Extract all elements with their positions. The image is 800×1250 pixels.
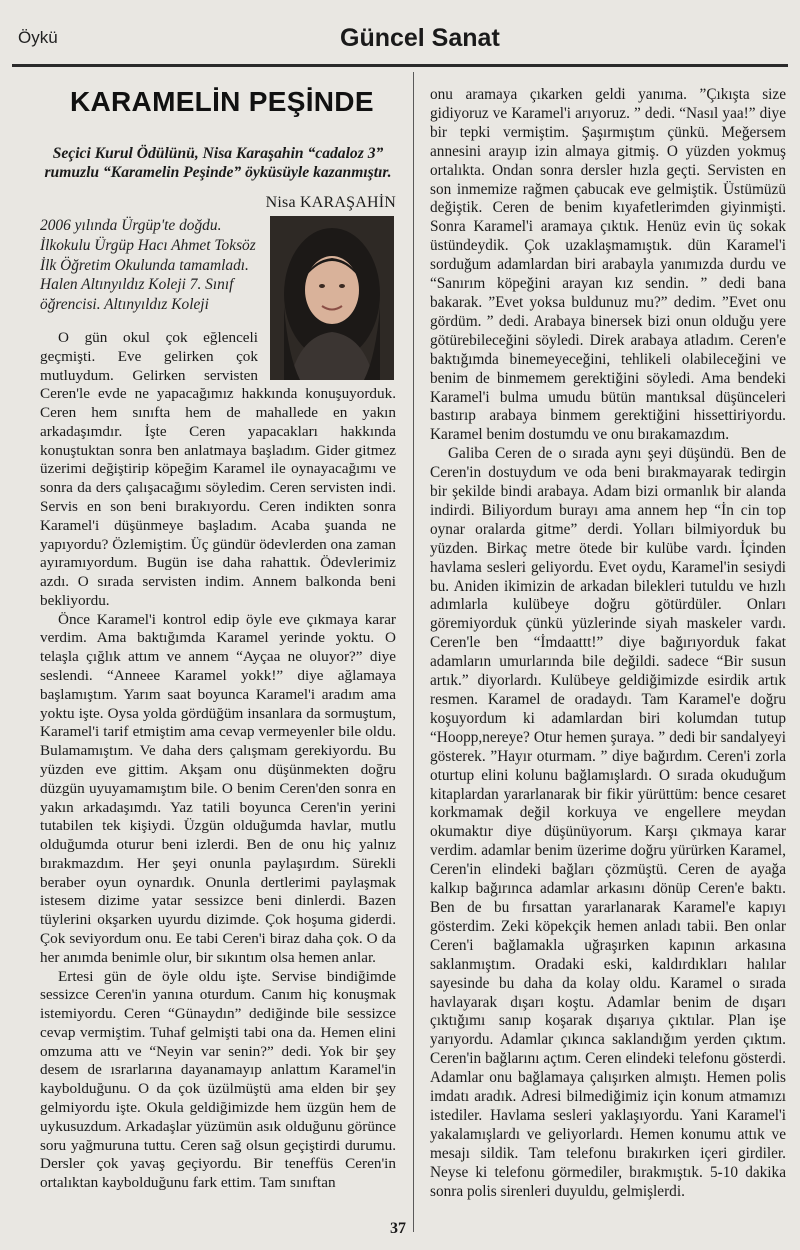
author-bio: 2006 yılında Ürgüp'te doğdu. İlkokulu Ürgüp Hacı Ahmet Toksöz İlk Öğretim Okulunda tamamladı. Halen Altınyıldız Koleji 7. Sınıf öğrencisi. Altınyıldız Koleji bbox=[40, 217, 256, 314]
body-paragraph: Galiba Ceren de o sırada aynı şeyi düşündü. Ben de Ceren'in dostuydum ve oda beni bırakmayarak tedirgin bir şekilde bindi arabaya. Adam bizi ormanlık bir alanda indirdi. Biliyordum burayı ama annem hep “İn cin top oynar oralarda gitme” derdi. Yolları bilmiyorduk bu yüzden. Birkaç metre ötede bir kulübe vardı. İçinden havlama sesleri geliyordu. Evet oydu, Karamel'in sesiydi bu. Aniden ikimizin de arkadan bilekleri tutuldu ve hızlı adımlarla kulübeye doğru götürdüler. Onları göremiyorduk çünkü yüzlerinde siyah maskeler vardı. Ceren'le ben “İmdaattt!” diye bağırıyorduk fakat adamların umurlarında bile değildi. sadece “Bir susun artık.” diyorlardı. Kulübeye geldiğimizde esirdik artık resmen. Karamel de oradaydı. Tam Karamel'e doğru koşuyordum ki adamlardan biri kolumdan tutup “Hoopp,nereye? Otur hemen şuraya. ” dedi bir sandalyeyi gösterek. ”Hayır oturmam. ” diye bağırdım. Ceren'i zorla oturtup elini kolunu bağlamışlardı. O sırada okuduğum kitaplardan yararlanarak bir fikir yürüttüm: bence cesaret korkmamak değil korkuya ve engellere meydan okumaktır diye düşünüyorum. Karşı çıkmaya karar verdim. adamlar benim üzerime doğru yürürken Karamel, Ceren'in elindeki bağları çözmüştü. Ceren de ayağa kalkıp bağırınca adamlar arkasını dönüp Ceren'e baktı. Ben de bu fırsattan yararlanarak Karamel'e kapıyı gösterdim. Zeki köpekçik hemen anladı tabii. Ben onlar Ceren'i bağlamakla uğraşırken kapının arkasına saklanmıştım. Oradaki eski, kaldırdıkları halılar sayesinde bu daha da kolay oldu. Karamel o sırada havlayarak dışarı koştu. Adamlar benim de dışarı çıktığımı sanıp koşarak dışarıya çıktılar. Plan işe yarıyordu. Adamlar çıkınca saklandığım yerden çıktım. Ceren'in bağlarını açtım. Ceren elindeki telefonu gösterdi. Adamlar onu bağlamaya çalışırken almıştı. Hemen polis imdatı aradık. Adresi bilmediğimiz için konum atmamızı istediler. Havlama sesleri yaklaşıyordu. Yani Karamel'i yakalamışlardı ve geliyorlardı. Hemen konumu attık ve mesajı sildik. Tam telefonu bırakırken içeri girdiler. Neyse ki telefonu görmediler, bırakmıştık. 5-10 dakika sonra polis sirenleri duyuldu, gelmişlerdi. bbox=[430, 445, 786, 1200]
author-name: Nisa KARAŞAHİN bbox=[265, 194, 396, 211]
body-paragraph: Ertesi gün de öyle oldu işte. Servise bindiğimde sessizce Ceren'in yanına oturdum. Canım hiç konuşmak istemiyordu. Ceren “Günaydın” dediğinde bile sessizce cevap vermiştim. Tuhaf gelmişti tabi ona da. Hemen elini omzuma attı ve “Neyin var senin?” dedi. Yok bir şey desem de ısrarlarına dayanamayıp anlattım Karamel'in kaybolduğunu. O da çok üzülmüştü ama elden bir şey gelmiyordu işte. Okula geldiğimizde hem üzgün hem de uykusuzdum. Arkadaşlar yüzümün asık olduğunu görünce soru yağmuruna tuttu. Ceren sağ olsun geçiştirdi durumu. Dersler çok yavaş geçiyordu. Bir teneffüs Ceren'in ortalıktan kaybolduğunu fark ettim. Tam sınıftan bbox=[40, 967, 396, 1192]
section-label: Öykü bbox=[18, 28, 58, 47]
portrait-image bbox=[270, 216, 394, 380]
body-paragraph: O gün okul çok eğlenceli geçmişti. Eve gelirken çok mutluydum. Gelirken servisten Ceren'le evde ne yapacağımız hakkında konuşuyorduk. Ceren hem sınıfta hem de mahallede en yakın arkadaşımdır. İşte Ceren yapacakları hakkında konuştuktan sonra ben anlatmaya başladım. Gider gitmez üzerimi değiştirip köpeğim Karamel ile oynayacağımı ve sonra da ders çalışacağımı söyledim. Ceren servisten indi. Servis en son beni bırakıyordu. Ceren indikten sonra Karamel'i düşünmeye başladım. Acaba şuanda ne yapıyordu? Özlemiştim. Üç gündür ödevlerden ona zaman ayıramıyordum. Bugün ise daha rahattık. Ödevlerimiz azdı. O sırada servisten indim. Annem balkonda beni bekliyordu. bbox=[40, 328, 396, 609]
column-divider bbox=[413, 72, 414, 1232]
magazine-title: Güncel Sanat bbox=[340, 24, 500, 52]
article-title: KARAMELİN PEŞİNDE bbox=[70, 86, 374, 117]
body-paragraph: onu aramaya çıkarken geldi yanıma. ”Çıkışta size gidiyoruz ve Karamel'i arıyoruz. ” dedi. “Nasıl yaa!” diye bir tepki vermiştim. Şaşırmıştım çünkü. Meğersem annesini arayıp izin almaya gitmiş. O yüzden yokmuş ortalıkta. Ondan sonra dersler hızla geçti. Servisten en son inmemize rağmen çabucak eve gelmiştik. Üstümüzü değiştik. Ceren de benim kıyafetlerimden giyinmişti. Sonra Karamel'i aramaya çıktık. Henüz evin üç sokak üstündeydik. Çok uzaklaşmamıştık. dün Karamel'i sorduğum adamlardan biri arabayla yanımızda durdu ve “Sanırım köpeğini arayan kız sendin. ” dedi bana bakarak. ”Evet yoksa buldunuz mu?” dedim. ”Evet onu gördüm. ” dedi. Arabaya binersek bizi onun olduğu yere götürebileceğini söyledi. Direk arabaya atladım. Ceren'e baktığımda binemeyeceğini, tehlikeli olabileceğini ve benim de binmemem gerektiğini söyledi. Ama bendeki Karamel'i bulma umudu bütün mantıksal düşünceleri bastırıp arabaya binmem gerektiğini hissettiriyordu. Karamel benim dostumdu ve onu bırakamazdım. bbox=[430, 86, 786, 444]
author-photo bbox=[270, 216, 394, 380]
page-number: 37 bbox=[390, 1220, 406, 1237]
header-rule bbox=[12, 64, 788, 67]
author-bio-block bbox=[40, 216, 396, 611]
left-column bbox=[40, 86, 396, 1193]
right-column bbox=[430, 86, 786, 1201]
page-header bbox=[18, 22, 782, 66]
article-subtitle: Seçici Kurul Ödülünü, Nisa Karaşahin “cadaloz 3” rumuzlu “Karamelin Peşinde” öyküsüyle kazanmıştır. bbox=[44, 145, 392, 181]
body-paragraph: Önce Karamel'i kontrol edip öyle eve çıkmaya karar verdim. Ama baktığımda Karamel yerinde yoktu. O telaşla çığlık attım ve annem “Ayçaa ne oluyor?” diye seslendi. “Anneee Karamel yokk!” diye ağlamaya başlamıştım. Yarım saat boyunca Karamel'i aradım ama yoktu işte. Oysa yolda gördüğüm insanlara da sormuştum, Karamel'i tarif etmiştim ama cevap vermeyenler bile oldu. Bulamamıştım. Ve daha ders çalışmam gerekiyordu. Bu yüzden eve gittim. Akşam onu düşünmekten doğru düzgün uyuyamamıştım bile. O benim Ceren'den sonra en yakın arkadaşımdı. Yaz tatili boyunca Ceren'in yerini tutabilen tek kişiydi. Üzgün olduğumda havlar, mutlu olduğumda oturur beni izlerdi. Ben de onu hiç yalnız bırakmazdım. Her şeyi onunla paylaşırdım. Sürekli beraber oyun oynardık. Onunla dertlerimi paylaşmak istesem dizime yatar sessizce beni dinlerdi. Bazen tüylerini okşarken uyurdu dizimde. Çok hoşuma giderdi. Çok seviyordum onu. Ee tabi Ceren'i biraz daha çok. O da her anımda benimle olur, bir sıkıntım olsa hemen anlar. bbox=[40, 610, 396, 966]
